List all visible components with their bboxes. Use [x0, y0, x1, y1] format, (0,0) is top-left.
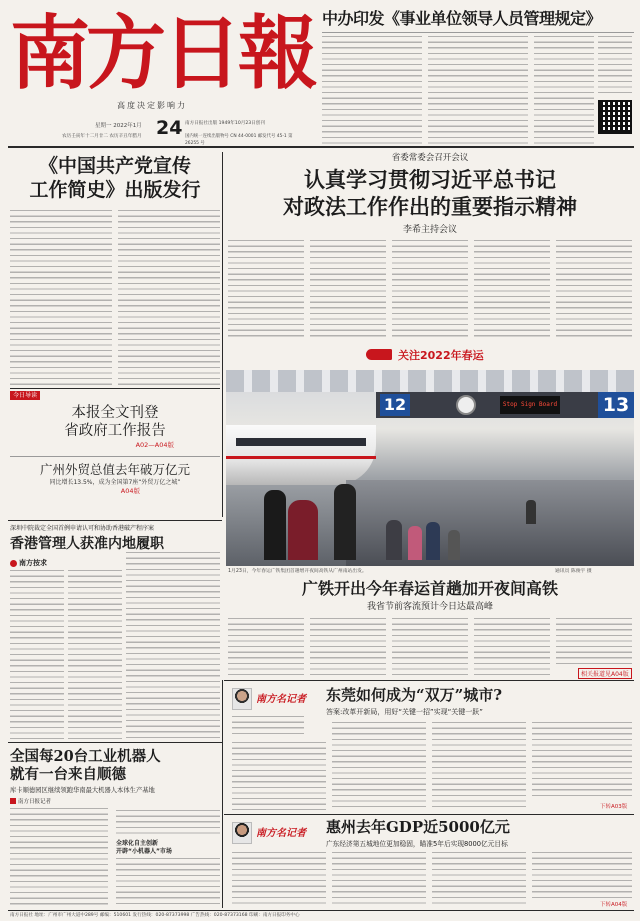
robot-subhead: 库卡顺德园区继续领跑华南最大机器人本体生产基地	[10, 787, 155, 794]
robot-side-line2: 开辟“小机器人”市场	[116, 848, 172, 855]
top-story-title: 中办印发《事业单位领导人员管理规定》	[322, 9, 602, 28]
footer-info: 南方日报社 地址：广州市广州大道中289号 邮编：510601 发行热线：020-87373998 广告热线：020-87373168 印刷：南方日报印务中心	[10, 913, 300, 918]
robot-headline-line2: 就有一台来自顺德	[10, 766, 126, 783]
hk-kicker: 深圳中院裁定全国首例申请认可和协助香港破产程序案	[10, 525, 155, 532]
top-story-body-3	[534, 36, 594, 144]
dongguan-headline: 东莞如何成为“双万”城市?	[326, 686, 503, 704]
hk-tag-icon	[10, 560, 17, 567]
robot-side-line1: 全球化自主创新	[116, 840, 159, 847]
issue-day: 24	[156, 117, 183, 139]
led-sign: Stop Sign Board	[500, 396, 560, 414]
huizhou-columnist-photo	[232, 822, 252, 844]
lunar-date: 农历壬寅年十二月廿二 农历辛丑年腊月	[62, 134, 142, 139]
station-clock	[456, 395, 476, 415]
robot-tag-label: 南方日报记者	[18, 799, 52, 805]
spring-photo	[226, 370, 634, 566]
platform-sign	[376, 392, 634, 418]
left-headline-line1: 《中国共产党宣传	[38, 155, 191, 177]
dongguan-continued[interactable]: 下转A03版	[600, 804, 628, 810]
robot-headline-line1: 全国每20台工业机器人	[10, 748, 161, 765]
huizhou-brand: 南方名记者	[256, 828, 306, 839]
serial-info: 国内统一连续出版物号 CN 44-0001 邮发代号 45-1 第 26255 号	[185, 134, 293, 146]
robot-side-heading	[116, 840, 172, 856]
left-headline	[10, 154, 220, 202]
top-story-body-1	[322, 36, 422, 144]
index-report-page: A02—A04版	[135, 441, 174, 449]
hk-headline: 香港管理人获准内地履职	[10, 536, 164, 552]
spring-banner-text: 关注2022年春运	[398, 349, 484, 362]
spring-festival-banner	[226, 344, 634, 366]
lead-headline-line1: 认真学习贯彻习近平总书记	[304, 167, 556, 192]
index-trade-sub: 同比增长13.5%，成为全国第7座“外贸万亿之城”	[49, 479, 181, 486]
high-speed-train	[226, 425, 376, 485]
index-trade-page: A04版	[120, 487, 140, 495]
spring-photo-caption: 1月23日，今年春运广铁集团首趟增开夜间高铁从广州南站出发。	[228, 569, 367, 574]
qr-code	[598, 100, 632, 134]
newspaper-slogan: 高度决定影响力	[117, 101, 187, 110]
left-headline-line2: 工作简史》出版发行	[29, 179, 201, 201]
spring-photo-credit: 通讯员 陈俊宇 摄	[555, 569, 592, 574]
spring-headline: 广铁开出今年春运首趟加开夜间高铁	[301, 579, 558, 598]
robot-tag-icon	[10, 798, 16, 804]
index-label: 今日导读	[10, 391, 40, 400]
platform-number-right: 13	[598, 392, 634, 418]
robot-headline	[10, 748, 224, 784]
hk-tag-label: 南方按求	[19, 559, 47, 567]
platform-number-left: 12	[380, 394, 410, 416]
index-item-report[interactable]	[10, 404, 220, 450]
robot-tag	[10, 797, 51, 805]
dongguan-subhead: 答案:改革开新局，用好“关键一招”实现“关键一跃”	[326, 708, 483, 716]
index-report-line2: 省政府工作报告	[64, 423, 166, 439]
index-trade-title: 广州外贸总值去年破万亿元	[39, 462, 190, 477]
huizhou-continued[interactable]: 下转A04版	[600, 902, 628, 908]
top-story-body-2	[428, 36, 528, 144]
lead-headline-line2: 对政法工作作出的重要指示精神	[283, 194, 577, 219]
index-report-line1: 本报全文刊登	[71, 405, 159, 421]
spring-related-link[interactable]: 相关报道见A04版	[578, 668, 632, 679]
hk-tag	[10, 558, 47, 568]
lead-kicker: 省委常委会召开会议	[391, 153, 469, 163]
huizhou-subhead: 广东经济第五城地位更加稳固，瞄准5年后实现8000亿元目标	[326, 840, 508, 848]
index-item-trade[interactable]	[10, 461, 220, 496]
issue-date: 星期一 2022年1月	[95, 123, 142, 129]
newspaper-logo: 南方日報	[10, 6, 314, 100]
publisher-info: 南方日报社出版 1949年10月23日创刊	[185, 121, 265, 126]
lead-byline: 李希主持会议	[402, 225, 457, 235]
dongguan-brand: 南方名记者	[256, 694, 306, 705]
train-icon	[366, 349, 392, 360]
dongguan-columnist-photo	[232, 688, 252, 710]
lead-headline	[226, 166, 634, 220]
spring-subhead: 我省节前客流预计今日达最高峰	[366, 602, 493, 612]
huizhou-headline: 惠州去年GDP近5000亿元	[326, 818, 510, 836]
